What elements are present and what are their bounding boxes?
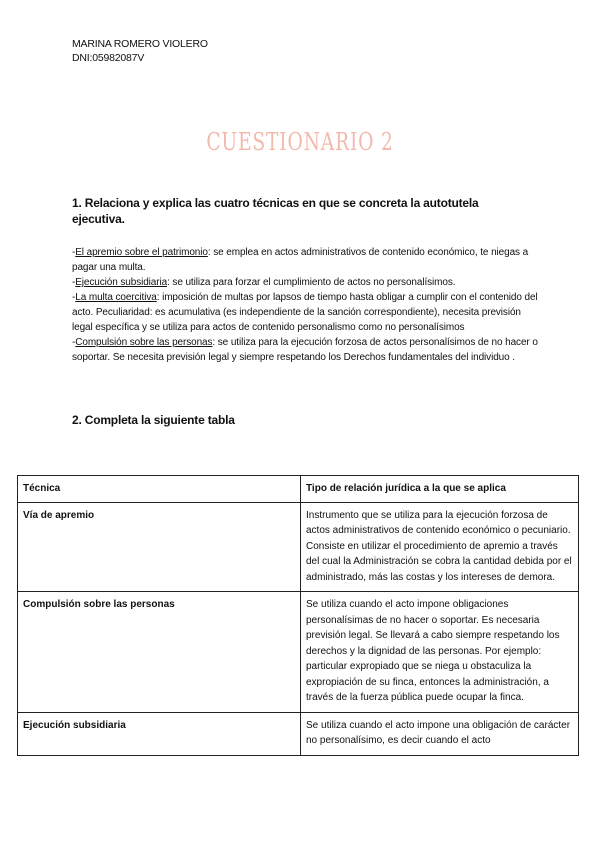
answer-item: -La multa coercitiva: imposición de multas por lapsos de tiempo hasta obligar a cumplir con el contenido del acto. Peculiaridad: es acumulativa (es independiente de la sanción correspondiente), necesita previsión legal específica y se utiliza para actos de contenido personalismo como no personalísimos xyxy=(72,292,538,333)
author-block xyxy=(72,37,208,65)
answer-item: -Compulsión sobre las personas: se utiliza para la ejecución forzosa de actos personalísimos de no hacer o soportar. Se necesita previsión legal y siempre respetando los Derechos fundamentales del individuo . xyxy=(72,337,538,363)
table-header-cell: Tipo de relación jurídica a la que se aplica xyxy=(301,476,579,503)
table-cell-type: Instrumento que se utiliza para la ejecución forzosa de actos administrativos de contenido económico o pecuniario. Consiste en utilizar el procedimiento de apremio a través del cual la Administración se cobra la cantidad debida por el administrado, más las costas y los intereses de demora. xyxy=(301,502,579,592)
answer-term: El apremio sobre el patrimonio xyxy=(75,247,208,258)
table-cell-technique: Compulsión sobre las personas xyxy=(18,592,301,713)
table-cell-type: Se utiliza cuando el acto impone una obligación de carácter no personalísimo, es decir cuando el acto xyxy=(301,712,579,755)
techniques-table xyxy=(17,475,579,756)
table-header-row xyxy=(18,476,579,503)
table-row xyxy=(18,592,579,713)
answer-term: Compulsión sobre las personas xyxy=(75,337,213,348)
table-cell-technique: Ejecución subsidiaria xyxy=(18,712,301,755)
author-dni: DNI:05982087V xyxy=(72,52,145,64)
table-row xyxy=(18,502,579,592)
document-title: CUESTIONARIO 2 xyxy=(206,128,394,156)
author-name: MARINA ROMERO VIOLERO xyxy=(72,38,208,50)
question-1-heading: 1. Relaciona y explica las cuatro técnicas en que se concreta la autotutela ejecutiva. xyxy=(72,196,479,226)
table-cell-type: Se utiliza cuando el acto impone obligaciones personalísimas de no hacer o soportar. Es necesaria previsión legal. Se llevará a cabo siempre respetando los derechos y la dignidad de las personas. Por ejemplo: particular expropiado que se niega u obstaculiza la expropiación de su finca, entonces la administración, a través de la fuerza pública puede ocupar la finca. xyxy=(301,592,579,713)
table-cell-technique: Vía de apremio xyxy=(18,502,301,592)
answer-item: -Ejecución subsidiaria: se utiliza para forzar el cumplimiento de actos no personalísimos. xyxy=(72,277,456,288)
answer-term: La multa coercitiva xyxy=(75,292,157,303)
answer-item: -El apremio sobre el patrimonio: se emplea en actos administrativos de contenido económico, te niegas a pagar una multa. xyxy=(72,247,529,273)
question-1-answers xyxy=(72,245,542,365)
table-header-cell: Técnica xyxy=(18,476,301,503)
answer-term: Ejecución subsidiaria xyxy=(75,277,168,288)
table-row xyxy=(18,712,579,755)
question-2-heading: 2. Completa la siguiente tabla xyxy=(72,413,235,427)
